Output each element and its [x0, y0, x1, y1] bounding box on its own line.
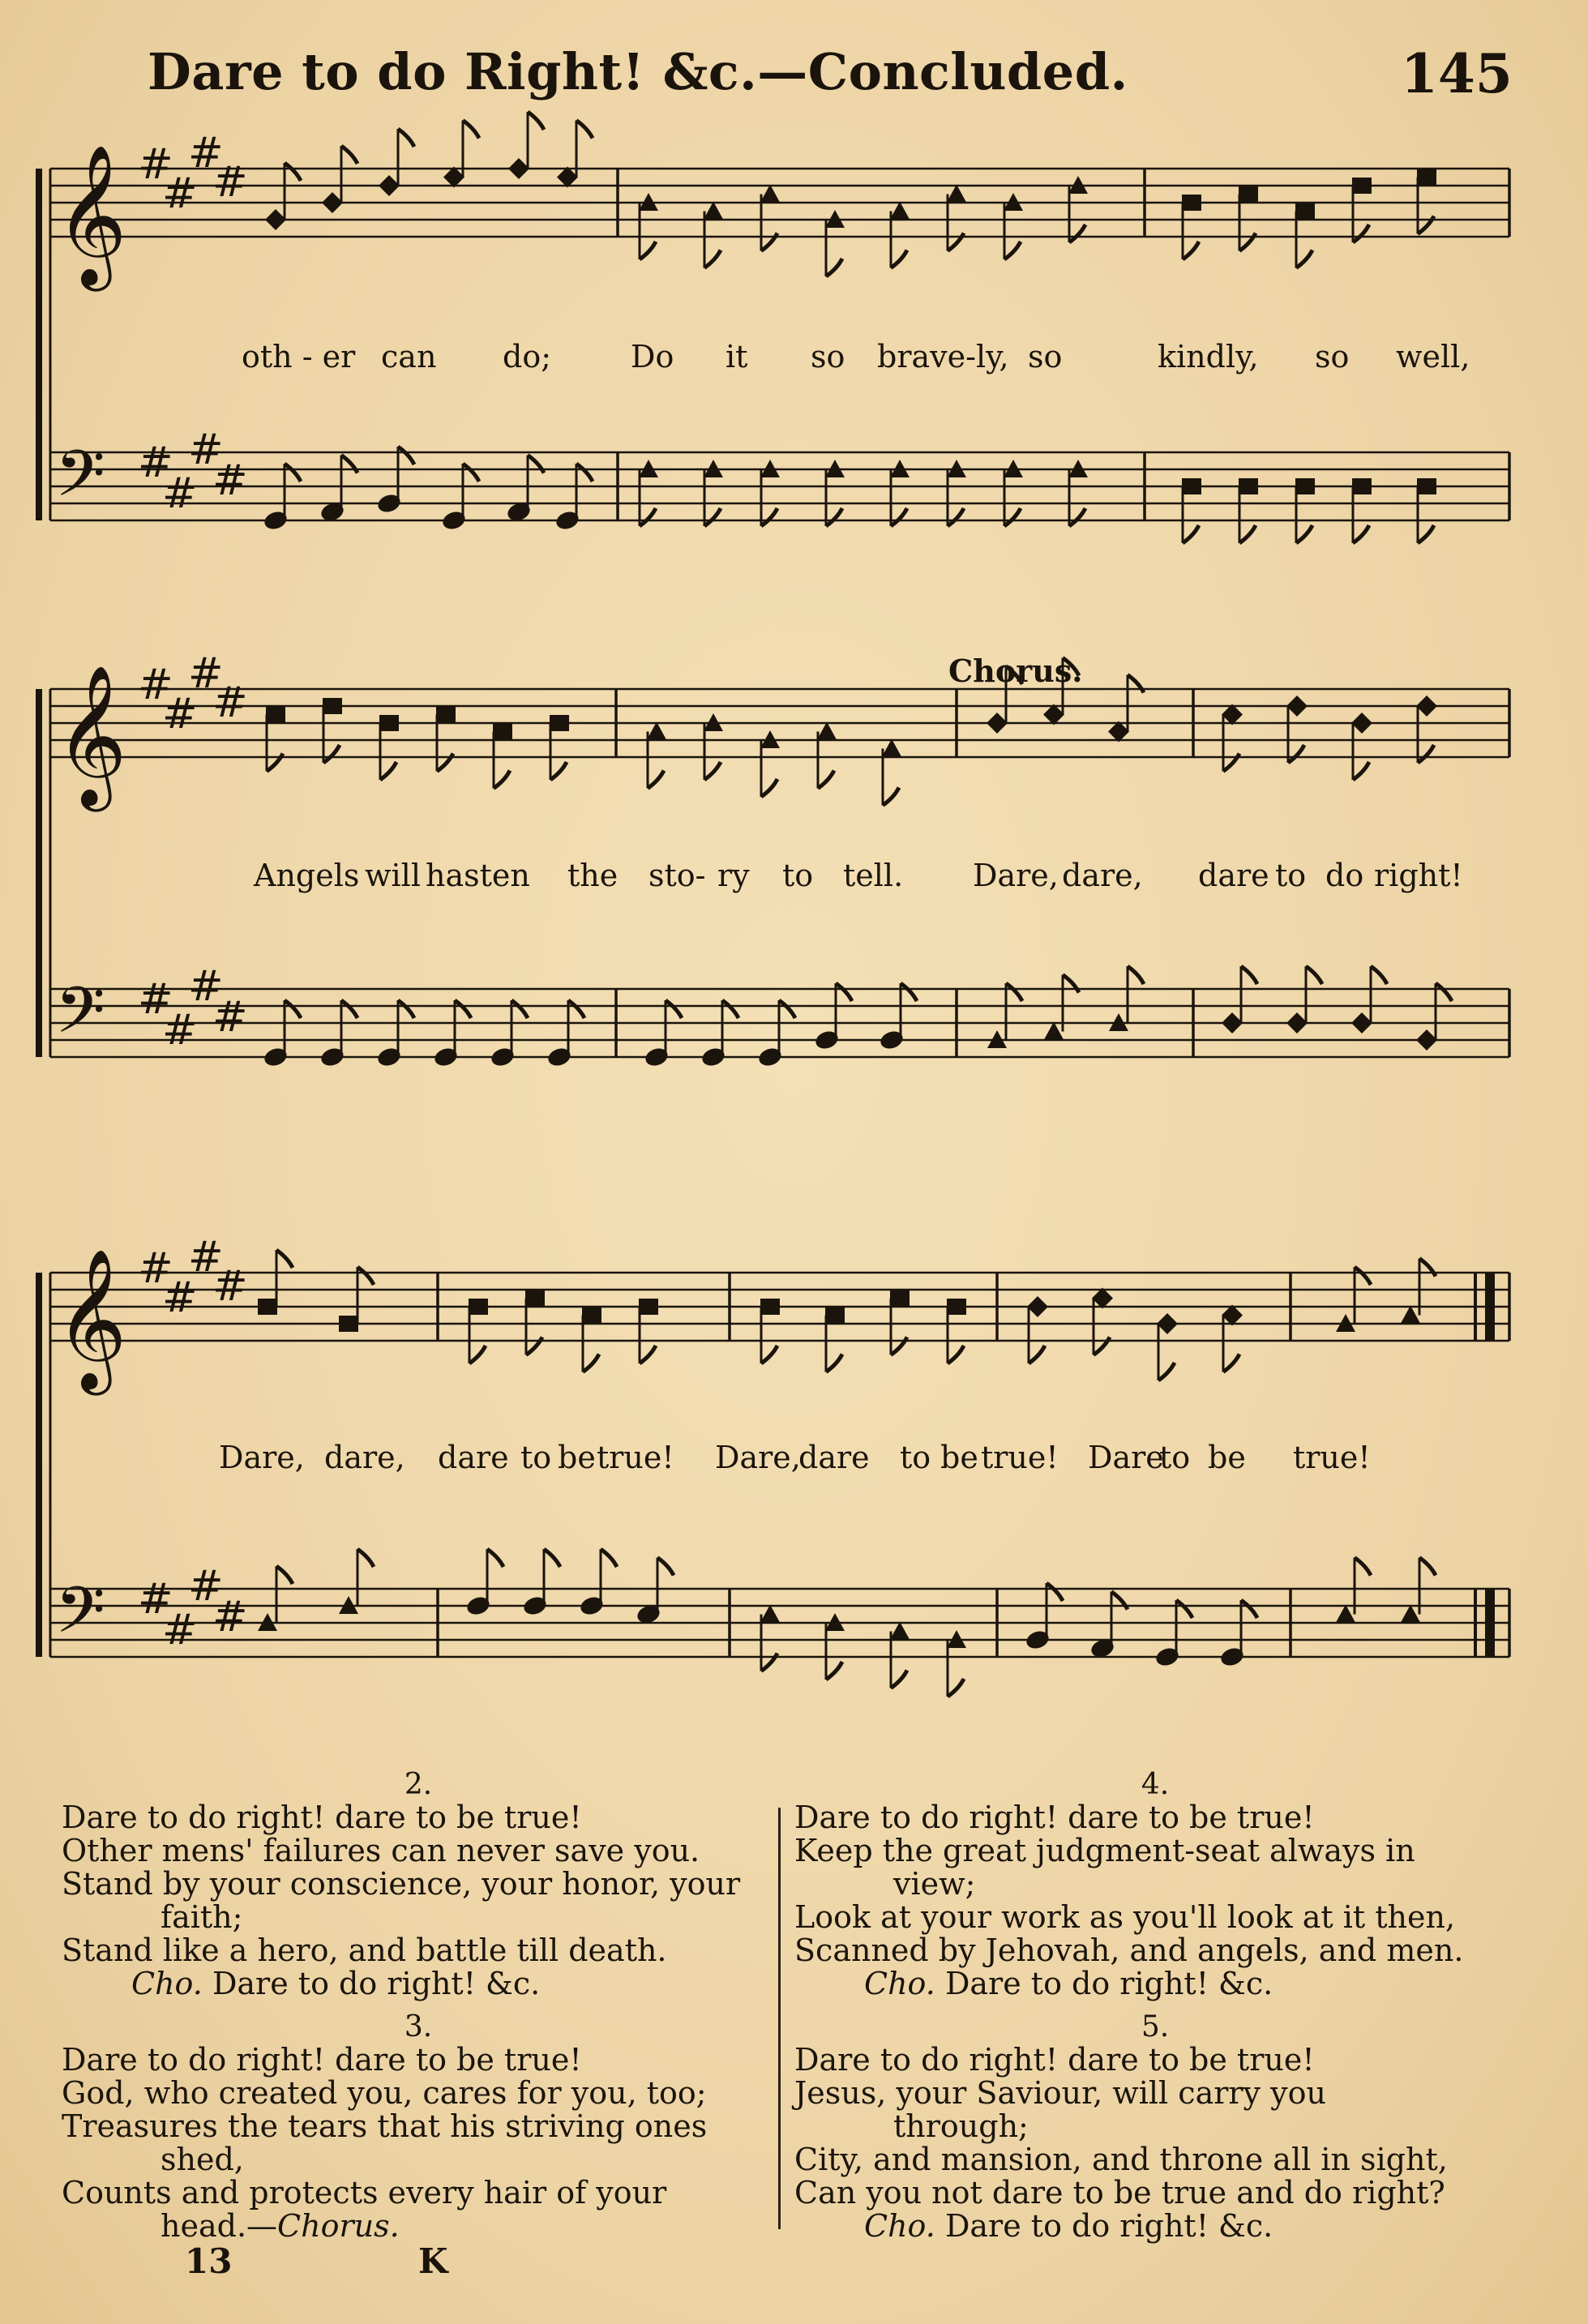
chorus-reference: [62, 1967, 775, 2001]
verse-lines: [794, 2044, 1516, 2210]
sharp-sign: #: [188, 426, 224, 474]
lyric-syllable: true!: [981, 1440, 1059, 1475]
bass-clef: 𝄢: [55, 436, 105, 527]
chorus-prefix: Cho.: [864, 1966, 935, 2001]
lyric-syllable: well,: [1396, 339, 1470, 374]
sharp-sign: #: [162, 169, 198, 218]
lyric-syllable: tell.: [843, 858, 904, 893]
sharp-sign: #: [212, 678, 248, 727]
lyric-syllable: true!: [597, 1440, 674, 1475]
lyric-syllable: dare: [1198, 858, 1269, 893]
sharp-sign: #: [212, 993, 248, 1042]
sharp-sign: #: [212, 456, 248, 505]
sharp-sign: #: [138, 661, 173, 709]
verse-line: Other mens' failures can never save you.: [62, 1833, 700, 1868]
lyric-syllable: to: [520, 1440, 552, 1475]
verse-lines: [62, 1801, 775, 1967]
signature-letter: K: [418, 2241, 448, 2281]
sharp-sign: #: [212, 1262, 248, 1311]
bass-clef: 𝄢: [55, 973, 105, 1064]
verse-4: [794, 1769, 1516, 2001]
column-divider: [778, 1808, 781, 2229]
lyric-syllable: dare,: [1062, 858, 1143, 893]
verse-line: City, and mansion, and throne all in sight,: [794, 2142, 1448, 2177]
verse-line: Dare to do right! dare to be true!: [62, 1800, 582, 1835]
lyric-syllable: to: [1159, 1440, 1191, 1475]
sharp-sign: #: [138, 1244, 173, 1293]
lyric-syllable: Dare,: [973, 858, 1059, 893]
lyric-syllable: Dare: [1088, 1440, 1164, 1475]
lyric-syllable: true!: [1293, 1440, 1371, 1475]
lyric-syllable: do: [1325, 858, 1364, 893]
verse-line: through;: [893, 2108, 1029, 2144]
verse-line: Treasures the tears that his striving ones: [62, 2108, 708, 2144]
sharp-sign: #: [212, 158, 248, 207]
verse-last-line: [62, 2210, 775, 2243]
sharp-sign: #: [188, 1562, 224, 1611]
treble-clef: 𝄞: [55, 144, 127, 285]
lyric-syllable: to: [900, 1440, 931, 1475]
sharp-sign: #: [188, 129, 224, 178]
lyric-syllable: right!: [1374, 858, 1463, 893]
chorus-reference: [794, 2210, 1516, 2243]
lyric-syllable: it: [726, 339, 748, 374]
chorus-prefix: Cho.: [864, 2208, 935, 2244]
verse-number: 2.: [404, 1768, 433, 1801]
verse-line: Dare to do right! dare to be true!: [62, 2042, 582, 2078]
lyric-syllable: so: [811, 339, 845, 374]
chorus-text: Dare to do right! &c.: [944, 1966, 1273, 2001]
verse-number: 3.: [404, 2010, 433, 2044]
verse-line: Stand by your conscience, your honor, your: [62, 1866, 741, 1902]
sharp-sign: #: [188, 649, 224, 698]
sharp-sign: #: [138, 439, 173, 487]
bass-clef: 𝄢: [55, 1573, 105, 1663]
lyric-syllable: oth - er: [242, 339, 356, 374]
sharp-sign: #: [212, 1593, 248, 1641]
lyric-syllable: Angels: [254, 858, 360, 893]
chorus-label: Chorus.: [948, 653, 1083, 689]
lyric-syllable: can: [381, 339, 437, 374]
sharp-sign: #: [188, 1233, 224, 1282]
verse-line: Jesus, your Saviour, will carry you: [794, 2075, 1326, 2111]
lyric-syllable: sto-: [648, 858, 706, 893]
chorus-prefix: Cho.: [131, 1966, 203, 2001]
chorus-reference: [794, 1967, 1516, 2001]
verse-5: [794, 2011, 1516, 2243]
lyric-syllable: so: [1028, 339, 1063, 374]
chorus-text: Dare to do right! &c.: [212, 1966, 541, 2001]
lyric-syllable: Do: [631, 339, 674, 374]
verse-number: 5.: [1141, 2010, 1170, 2044]
lyric-syllable: the: [567, 858, 619, 893]
verse-lines: [794, 1801, 1516, 1967]
lyric-syllable: brave-ly,: [877, 339, 1009, 374]
sharp-sign: #: [138, 140, 173, 189]
verse-line: shed,: [161, 2142, 244, 2177]
lyric-syllable: to: [782, 858, 814, 893]
verse-line: Can you not dare to be true and do right?: [794, 2175, 1445, 2211]
verse-2: [62, 1769, 775, 2001]
sharp-sign: #: [162, 1006, 198, 1055]
verse-number: 4.: [1141, 1768, 1170, 1801]
lyric-syllable: dare,: [324, 1440, 405, 1475]
sharp-sign: #: [162, 1606, 198, 1654]
lyric-syllable: dare: [798, 1440, 870, 1475]
verse-line: Dare to do right! dare to be true!: [794, 1800, 1315, 1835]
verse-lines: [62, 2044, 775, 2210]
sharp-sign: #: [138, 1575, 173, 1624]
lyric-syllable: Dare,: [715, 1440, 801, 1475]
verse-line: view;: [893, 1866, 976, 1902]
verse-line: faith;: [161, 1899, 243, 1935]
page-number: 145: [1401, 42, 1513, 105]
treble-clef: 𝄞: [55, 665, 127, 806]
verse-line: Look at your work as you'll look at it then,: [794, 1899, 1456, 1935]
lyric-syllable: be: [1208, 1440, 1246, 1475]
lyric-syllable: kindly,: [1158, 339, 1259, 374]
sharp-sign: #: [162, 469, 198, 518]
sharp-sign: #: [138, 975, 173, 1024]
verse-line: Counts and protects every hair of your: [62, 2175, 667, 2211]
verse-line: Keep the great judgment-seat always in: [794, 1833, 1415, 1868]
lyric-syllable: be: [558, 1440, 596, 1475]
treble-clef: 𝄞: [55, 1248, 127, 1389]
sharp-sign: #: [188, 962, 224, 1011]
verse-line: God, who created you, cares for you, too;: [62, 2075, 707, 2111]
verse-line: Stand like a hero, and battle till death.: [62, 1932, 667, 1968]
signature-number: 13: [185, 2241, 233, 2281]
sharp-sign: #: [162, 1273, 198, 1322]
lyric-syllable: hasten: [426, 858, 530, 893]
lyric-syllable: Dare,: [219, 1440, 305, 1475]
verse-3: [62, 2011, 775, 2243]
lyric-syllable: ry: [717, 858, 750, 893]
chorus-text: Dare to do right! &c.: [944, 2208, 1273, 2244]
lyric-syllable: dare: [438, 1440, 509, 1475]
verse-last-line-text: head.—: [161, 2208, 278, 2244]
lyric-syllable: to: [1275, 858, 1307, 893]
sharp-sign: #: [162, 690, 198, 738]
lyric-syllable: be: [940, 1440, 978, 1475]
lyric-syllable: will: [365, 858, 421, 893]
lyric-syllable: so: [1315, 339, 1350, 374]
verse-line: Scanned by Jehovah, and angels, and men.: [794, 1932, 1464, 1968]
chorus-italic: Chorus.: [277, 2208, 400, 2244]
lyric-syllable: do;: [503, 339, 552, 374]
page-title: Dare to do Right! &c.—Concluded.: [148, 42, 1128, 101]
verse-line: Dare to do right! dare to be true!: [794, 2042, 1315, 2078]
